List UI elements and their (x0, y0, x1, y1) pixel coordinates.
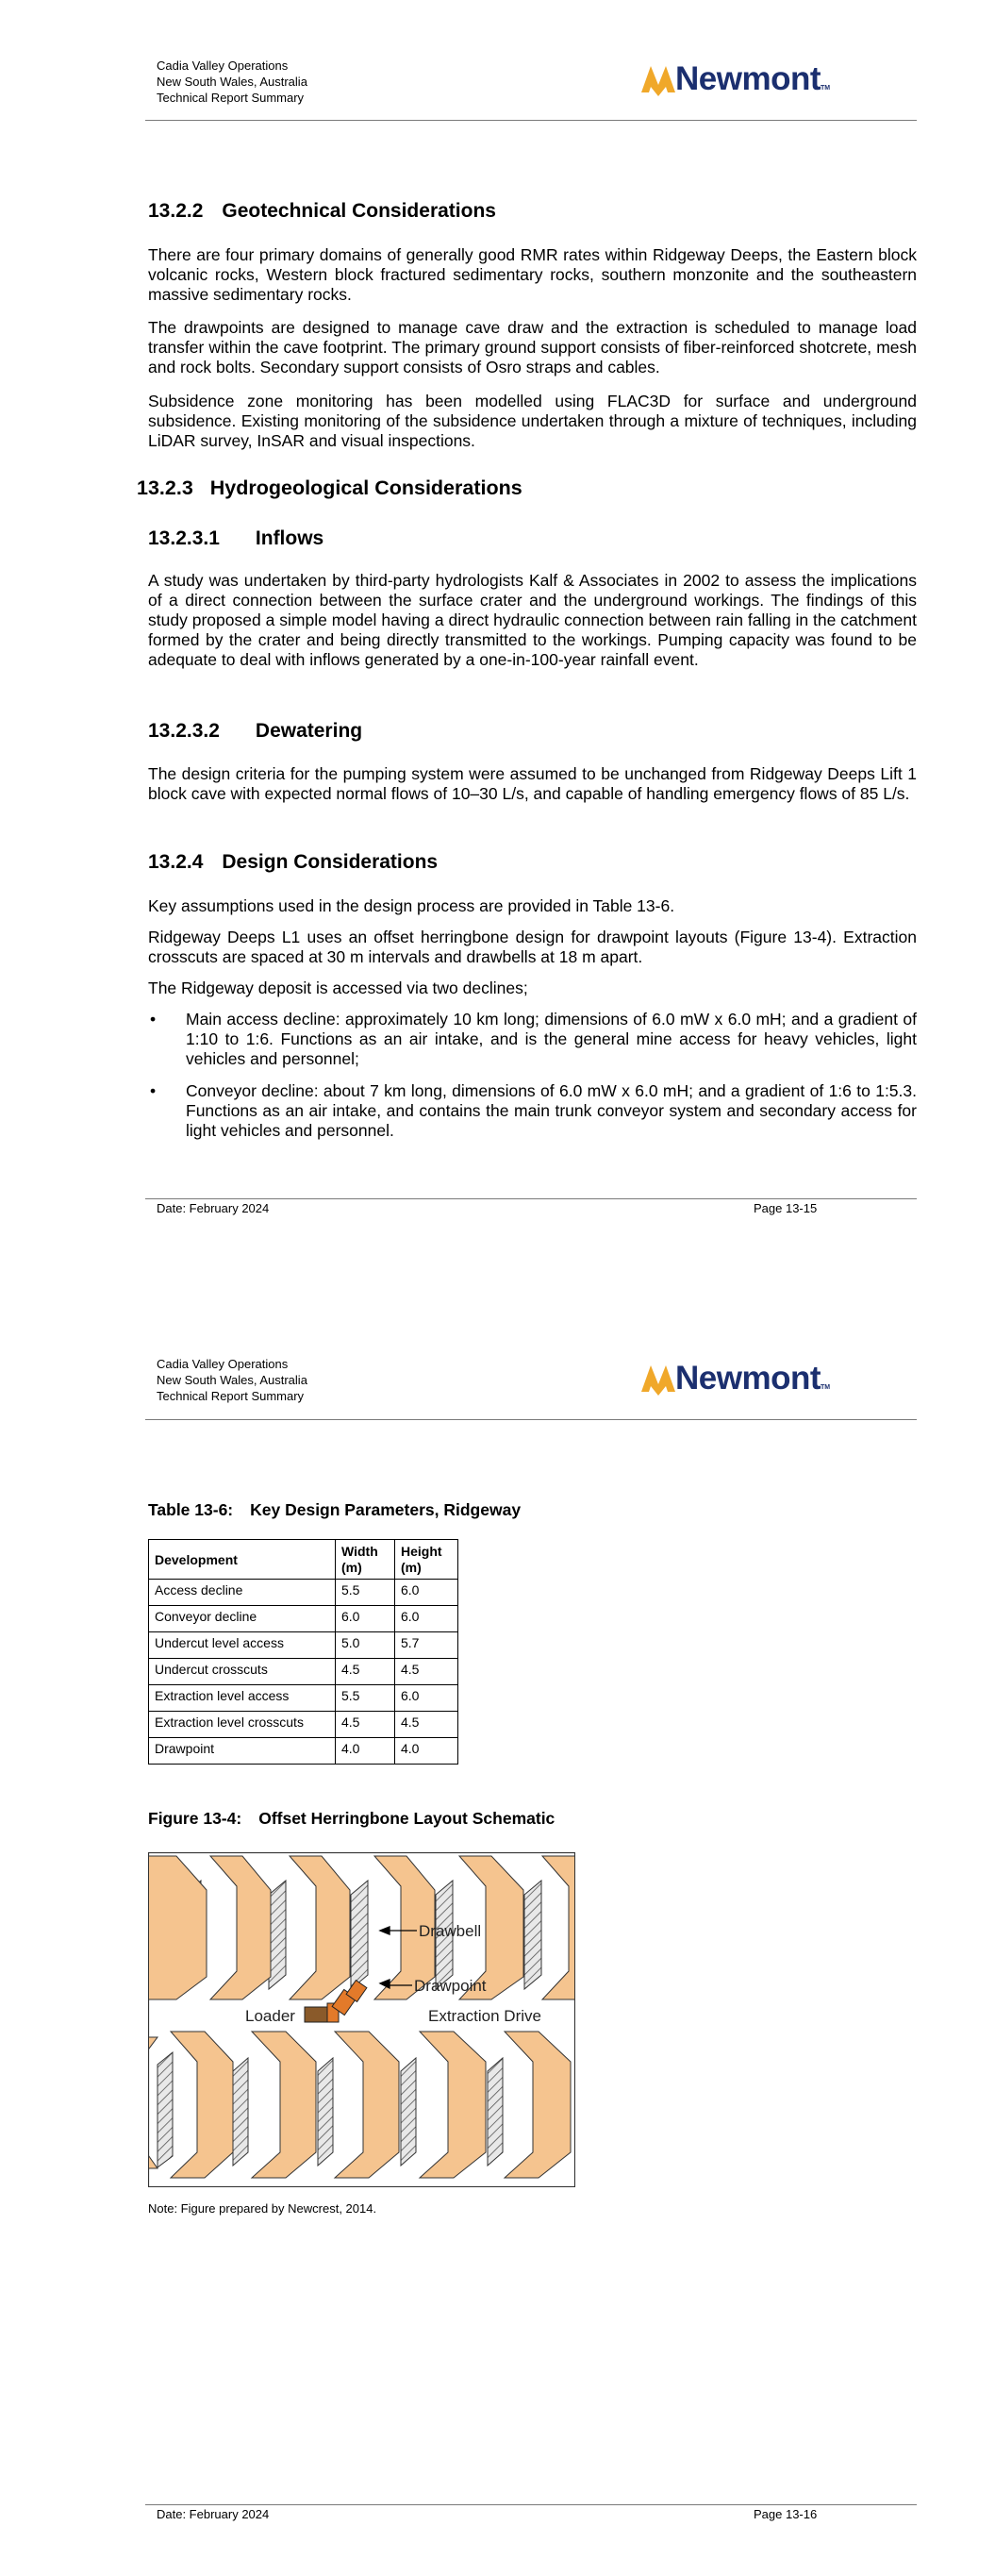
cell-height: 6.0 (395, 1685, 458, 1712)
section-number: 13.2.2 (148, 200, 204, 222)
cell-development: Access decline (149, 1580, 336, 1606)
newmont-logo-mark-icon (639, 60, 677, 98)
paragraph-herringbone: Ridgeway Deeps L1 uses an offset herringbone design for drawpoint layouts (Figure 13-4). Extraction crosscuts are spaced at 30 m intervals and drawbells at 18 m apart. (148, 928, 917, 966)
table-row (149, 1738, 458, 1765)
figure-number: Figure 13-4: (148, 1809, 242, 1828)
footer-page-number: Page 13-16 (754, 2507, 818, 2521)
section-number: 13.2.4 (148, 851, 204, 873)
section-number: 13.2.3.1 (148, 527, 220, 549)
table-title: Key Design Parameters, Ridgeway (250, 1500, 522, 1519)
section-title: Design Considerations (222, 851, 439, 873)
cell-development: Undercut level access (149, 1632, 336, 1659)
cell-height: 6.0 (395, 1580, 458, 1606)
label-drawpoint: Drawpoint (414, 1977, 487, 1995)
section-title: Inflows (255, 527, 324, 549)
section-title: Dewatering (255, 720, 363, 742)
footer-page-number: Page 13-15 (754, 1201, 818, 1215)
table-row (149, 1580, 458, 1606)
cell-width: 5.5 (336, 1685, 395, 1712)
paragraph-geotech-domains: There are four primary domains of generally good RMR rates within Ridgeway Deeps, the Eastern block volcanic rocks, Western block fractured sedimentary rocks, southern monzonite and the southeastern massive sedimentary rocks. (148, 245, 917, 304)
drawbell (158, 2052, 173, 2167)
footer-divider (145, 1198, 917, 1199)
section-heading-13-2-3-2 (148, 720, 362, 743)
header-location: New South Wales, Australia (157, 75, 307, 89)
section-number: 13.2.3.2 (148, 720, 220, 742)
cell-development: Extraction level crosscuts (149, 1712, 336, 1738)
page-header (157, 1356, 307, 1404)
table-row (149, 1606, 458, 1632)
list-item-conveyor-decline (148, 1081, 917, 1142)
cell-width: 4.0 (336, 1738, 395, 1765)
cell-height: 6.0 (395, 1606, 458, 1632)
label-loader: Loader (245, 2007, 295, 2025)
header-doc-type: Technical Report Summary (157, 91, 305, 105)
cell-height: 4.5 (395, 1712, 458, 1738)
figure-title: Offset Herringbone Layout Schematic (258, 1809, 556, 1828)
cell-height: 4.0 (395, 1738, 458, 1765)
table-row (149, 1685, 458, 1712)
cell-development: Conveyor decline (149, 1606, 336, 1632)
herringbone-layout-figure (148, 1852, 575, 2187)
drawbell (488, 2058, 503, 2166)
footer-date: Date: February 2024 (157, 1201, 270, 1215)
cell-development: Undercut crosscuts (149, 1659, 336, 1685)
drawbell (524, 1881, 541, 1989)
paragraph-declines-intro: The Ridgeway deposit is accessed via two declines; (148, 979, 528, 997)
bullet-icon: • (150, 1081, 157, 1100)
list-item-text: Main access decline: approximately 10 km long; dimensions of 6.0 mW x 6.0 mH; and a gradient of 1:10 to 1:6. Functions as an air intake, and is the general mine access for heavy vehicles, light vehicles and personnel; (186, 1010, 917, 1068)
paragraph-inflows: A study was undertaken by third-party hydrologists Kalf & Associates in 2002 to assess the implications of a direct connection between the surface crater and the underground workings. The findings of this study proposed a simple model having a direct hydraulic connection between rain falling in the catchment formed by the crater and being directly transmitted to the workings. Pumping capacity was found to be adequate to deal with inflows generated by a one-in-100-year rainfall event. (148, 571, 917, 669)
column-header-development: Development (149, 1540, 336, 1580)
logo-wordmark: Newmont (675, 1360, 821, 1397)
figure-note: Note: Figure prepared by Newcrest, 2014. (148, 2201, 377, 2216)
header-doc-type: Technical Report Summary (157, 1389, 305, 1403)
column-header-height: Height (m) (395, 1540, 458, 1580)
cell-width: 6.0 (336, 1606, 395, 1632)
footer-date: Date: February 2024 (157, 2507, 270, 2521)
label-drawbell: Drawbell (419, 1922, 482, 1940)
paragraph-drawpoints: The drawpoints are designed to manage cave draw and the extraction is scheduled to manage load transfer within the cave footprint. The primary ground support consists of fiber-reinforced shotcrete, mesh and rock bolts. Secondary support consists of Osro straps and cables. (148, 318, 917, 376)
cell-height: 5.7 (395, 1632, 458, 1659)
header-company: Cadia Valley Operations (157, 59, 289, 73)
column-header-width: Width (m) (336, 1540, 395, 1580)
table-row (149, 1659, 458, 1685)
table-number: Table 13-6: (148, 1500, 234, 1519)
cell-development: Drawpoint (149, 1738, 336, 1765)
paragraph-subsidence: Subsidence zone monitoring has been modelled using FLAC3D for surface and underground subsidence. Existing monitoring of the subsidence undertaken through a mixture of techniques, including LiDAR survey, InSAR and visual inspections. (148, 392, 917, 450)
label-extraction-drive: Extraction Drive (428, 2007, 541, 2025)
cell-width: 4.5 (336, 1712, 395, 1738)
section-title: Geotechnical Considerations (222, 200, 496, 222)
cell-development: Extraction level access (149, 1685, 336, 1712)
section-heading-13-2-2 (148, 200, 496, 223)
page-header (157, 58, 307, 106)
bullet-icon: • (150, 1010, 157, 1029)
header-location: New South Wales, Australia (157, 1373, 307, 1387)
drawbell (269, 1881, 286, 1989)
list-item-main-access-decline (148, 1010, 917, 1070)
section-heading-13-2-4 (148, 851, 438, 874)
drawbell (401, 2058, 416, 2166)
drawbell (233, 2058, 248, 2166)
cell-width: 5.5 (336, 1580, 395, 1606)
section-number: 13.2.3 (137, 477, 193, 499)
logo-trademark: TM (821, 1384, 831, 1391)
header-divider (145, 120, 917, 121)
figure-caption (148, 1809, 555, 1829)
section-title: Hydrogeological Considerations (209, 477, 522, 499)
list-item-text: Conveyor decline: about 7 km long, dimensions of 6.0 mW x 6.0 mH; and a gradient of 1:6 to 1:5.3. Functions as an air intake, and contains the main trunk conveyor system and secondary access for light vehicles and personnel. (186, 1081, 917, 1140)
header-divider (145, 1419, 917, 1420)
drawbell (351, 1881, 368, 1989)
logo-trademark: TM (821, 85, 831, 92)
page-13-16 (0, 1288, 995, 2576)
table-row (149, 1712, 458, 1738)
table-caption (148, 1500, 521, 1520)
cell-width: 5.0 (336, 1632, 395, 1659)
cell-width: 4.5 (336, 1659, 395, 1685)
logo-wordmark: Newmont (675, 60, 821, 97)
key-design-parameters-table (148, 1539, 458, 1765)
table-row (149, 1632, 458, 1659)
cell-height: 4.5 (395, 1659, 458, 1685)
section-heading-13-2-3-1 (148, 527, 323, 550)
footer-divider (145, 2504, 917, 2505)
paragraph-key-assumptions: Key assumptions used in the design process are provided in Table 13-6. (148, 896, 675, 915)
table-header-row (149, 1540, 458, 1580)
paragraph-dewatering: The design criteria for the pumping system were assumed to be unchanged from Ridgeway Deeps Lift 1 block cave with expected normal flows of 10–30 L/s, and capable of handling emergency flows of 85 L/s. (148, 764, 917, 803)
header-company: Cadia Valley Operations (157, 1357, 289, 1371)
section-heading-13-2-3 (137, 477, 522, 500)
newmont-logo-mark-icon (639, 1360, 677, 1397)
drawbell (318, 2058, 333, 2166)
